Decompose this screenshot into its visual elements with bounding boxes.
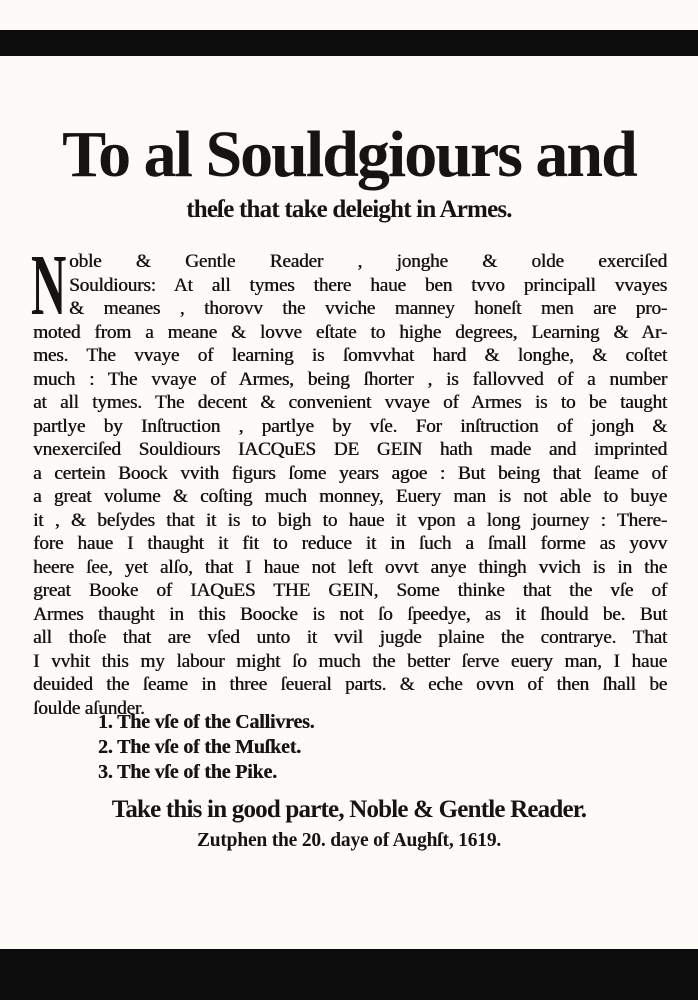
body-line: a great volume & coſting much monney, Euery man is not able to buye [33, 486, 667, 507]
list-item: 2. The vſe of the Muſket. [98, 736, 301, 758]
list-item: 3. The vſe of the Pike. [98, 761, 277, 783]
body-line: much : The vvaye of Armes, being ſhorter , is fallovved of a number [33, 368, 667, 390]
body-line: at all tymes. The decent & convenient vvaye of Armes is to be taught [33, 392, 667, 413]
body-line: partlye by Inſtruction , partlye by vſe. For inſtruction of jongh & [33, 415, 667, 437]
body-line: Armes thaught in this Boocke is not ſo ſpeedye, as it ſhould be. But [33, 603, 667, 625]
list-item: 1. The vſe of the Callivres. [98, 711, 315, 733]
page-title: To al Souldgiours and [62, 118, 636, 191]
body-paragraph [31, 237, 667, 720]
body-line: a certein Boock vvith figurs ſome years agoe : But being that ſeame of [33, 462, 667, 484]
body-line: fore haue I thaught it fit to reduce it in ſuch a ſmall forme as yovv [33, 533, 667, 554]
page-subtitle: theſe that take deleight in Armes. [186, 196, 512, 223]
body-line: mes. The vvaye of learning is ſomvvhat hard & longhe, & coſtet [33, 345, 667, 366]
book-parts-list [98, 710, 314, 785]
body-line: it , & beſydes that it is to bigh to haue it vpon a long journey : There- [33, 509, 667, 531]
drop-cap [31, 237, 69, 334]
body-line: deuided the ſeame in three ſeueral parts. & eche ovvn of then ſhall be [33, 674, 667, 695]
body-line: moted from a meane & lovve eſtate to highe degrees, Learning & Ar- [33, 321, 667, 343]
body-line: & meanes , thorovv the vviche manney honeſt men are pro- [69, 298, 667, 319]
body-line: heere ſee, yet alſo, that I haue not left ovvt anye thingh vvich is in the [33, 556, 667, 578]
body-line: all thoſe that are vſed unto it vvil jugde plaine the contrarye. That [33, 627, 667, 648]
body-line: ſoulde aſunder. [33, 697, 145, 719]
body-line: great Booke of IAQuES THE GEIN, Some thinke that the vſe of [33, 580, 667, 601]
body-line: vnexerciſed Souldiours IACQuES DE GEIN hath made and imprinted [33, 439, 667, 460]
scan-artifact-bar-top [0, 30, 698, 56]
body-line: Souldiours: At all tymes there haue ben tvvo principall vvayes [69, 274, 667, 296]
body-line: oble & Gentle Reader , jonghe & olde exerciſed [69, 251, 667, 272]
drop-cap-letter: N [31, 237, 67, 334]
scan-artifact-bar-bottom [0, 949, 698, 1000]
body-line: I vvhit this my labour might ſo much the better ſerve euery man, I haue [33, 650, 667, 672]
closing-line: Take this in good parte, Noble & Gentle Reader. [111, 796, 587, 823]
dateline: Zutphen the 20. daye of Aughſt, 1619. [196, 830, 502, 851]
body-lines [33, 250, 667, 720]
